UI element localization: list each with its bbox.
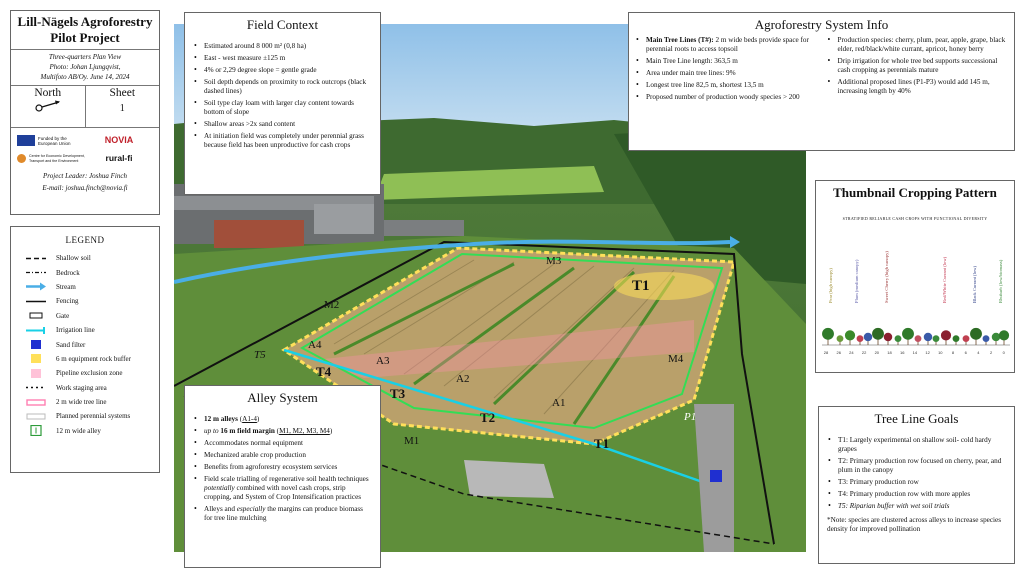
legend-pink-outline-icon — [25, 397, 47, 408]
info-item — [635, 69, 817, 78]
legend-blue-arrow-icon — [25, 281, 47, 292]
plant-crown — [872, 328, 884, 340]
agroforestry-info-title: Agroforestry System Info — [754, 17, 889, 32]
bullet-item: • Production species: cherry, plum, pear, apple, grape, black elder, red/black/white currant, apricot, honey berry — [827, 36, 1009, 54]
info-item-text: 2 m wide beds provide space for perennial roots to access topsoil — [646, 36, 809, 53]
project-title — [11, 11, 159, 50]
north-label: North — [34, 87, 62, 99]
legend-grey-outline-icon — [25, 411, 47, 422]
sheet-cell — [86, 86, 160, 127]
tick-label: 22 — [861, 350, 867, 355]
logo-area — [11, 128, 159, 168]
plant-crown — [845, 330, 855, 340]
legend-panel — [10, 226, 160, 473]
legend-item — [11, 309, 159, 323]
photo-date: Multifoto AB/Oy. June 14, 2024 — [40, 73, 130, 81]
label-t1-lower: T1 — [594, 436, 610, 451]
label-t3: T3 — [390, 386, 406, 401]
legend-title: LEGEND — [65, 235, 105, 245]
legend-item-label: Planned perennial systems — [56, 412, 131, 421]
label-a2: A2 — [456, 373, 470, 385]
info-item-text: Area under main tree lines: 9% — [646, 68, 736, 77]
ely-logo — [17, 150, 85, 167]
alley-item: • Mechanized arable crop production — [193, 451, 370, 460]
info-item — [635, 57, 817, 66]
tick-label: 24 — [849, 350, 854, 355]
goal-item: • T2: Primary production row focused on cherry, pear, and plum in the canopy — [827, 457, 1004, 475]
legend-item — [11, 424, 159, 438]
plant-crown — [983, 335, 990, 342]
legend-item — [11, 366, 159, 380]
thumbnail-cropping-panel — [815, 180, 1015, 373]
bullet-item: • 4% or 2,29 degree slope = gentle grade — [193, 66, 370, 75]
legend-item-label: Shallow soil — [56, 254, 91, 263]
novia-text: NOVIA — [104, 135, 134, 145]
legend-item — [11, 265, 159, 279]
title-line-1: Lill-Nägels Agroforestry — [17, 14, 153, 29]
alley-item: • 12 m alleys (A1-4) — [193, 415, 370, 424]
legend-item — [11, 409, 159, 423]
species-label: Black Currant (low) — [972, 266, 977, 303]
info-item-text: Main Tree Line length: 363,5 m — [646, 56, 738, 65]
legend-list — [11, 251, 159, 438]
plant-crown — [837, 335, 844, 342]
alley-item: • Benefits from agroforestry ecosystem services — [193, 463, 370, 472]
legend-item-label: Gate — [56, 311, 70, 320]
tick-label: 10 — [938, 350, 943, 355]
cropping-diagram — [816, 221, 1014, 361]
species-label: Red/White Currant (low) — [942, 256, 947, 303]
legend-green-box-icon — [25, 425, 47, 436]
tick-label: 28 — [823, 350, 829, 355]
legend-item — [11, 251, 159, 265]
legend-dashed-line-icon — [25, 253, 47, 264]
view-type: Three-quarters Plan View — [48, 53, 122, 61]
legend-yellow-block-icon — [25, 353, 47, 364]
tick-label: 8 — [951, 350, 955, 355]
ely-mark-icon — [17, 154, 26, 163]
ely-text: Centre for Economic Development, Transport and the Environment — [29, 153, 85, 163]
label-t5: T5 — [254, 349, 266, 361]
legend-item — [11, 352, 159, 366]
info-item — [635, 93, 817, 102]
plant-crown — [915, 335, 922, 342]
species-label: Rhubarb (low/biomass) — [998, 259, 1003, 303]
legend-cyan-line-icon — [25, 325, 47, 336]
alley-item: • Alleys and especially the margins can produce biomass for tree line mulching — [193, 505, 370, 523]
legend-solid-line-icon — [25, 296, 47, 307]
plant-crown — [895, 335, 902, 342]
agroforestry-info-panel — [628, 12, 1015, 151]
plant-crown — [992, 333, 1001, 342]
species-label: Plum (medium canopy) — [854, 259, 859, 303]
legend-blue-square-icon — [25, 339, 47, 350]
photo-credit: Photo: Johan Ljungqvist, — [49, 63, 121, 71]
legend-item-label: Stream — [56, 282, 76, 291]
info-item-text: Longest tree line 82,5 m, shortest 13,5 m — [646, 81, 764, 90]
plant-crown — [884, 333, 893, 342]
agroforestry-info-left — [635, 36, 827, 105]
legend-item-label: Pipeline exclusion zone — [56, 369, 123, 378]
bullet-item: • Drip irrigation for whole tree bed supports successional cash cropping as perennials mature — [827, 57, 1009, 75]
project-leader: Project Leader: Joshua Finch — [43, 172, 127, 180]
rural-logo — [85, 150, 153, 167]
tick-label: 26 — [836, 350, 841, 355]
north-arrow-icon — [33, 99, 63, 113]
legend-item — [11, 381, 159, 395]
info-item-text: Proposed number of production woody species > 200 — [646, 93, 800, 102]
eu-logo — [17, 132, 85, 149]
plant-crown — [933, 335, 940, 342]
tick-label: 6 — [964, 350, 967, 355]
bullet-item: • Additional proposed lines (P1-P3) would add 145 m, increasing length by 40% — [827, 78, 1009, 96]
title-line-2: Pilot Project — [50, 30, 120, 45]
tick-label: 14 — [912, 350, 918, 355]
legend-item-label: 12 m wide alley — [56, 426, 101, 435]
project-info — [11, 168, 159, 194]
info-item — [635, 81, 817, 90]
bullet-item: • At initiation field was completely under perennial grass because field has been unproductive for cash crops — [193, 132, 370, 150]
t1-rock-buffer — [614, 272, 714, 300]
thumbnail-title: Thumbnail Cropping Pattern — [833, 185, 997, 200]
label-t2: T2 — [480, 410, 496, 425]
species-label: Sweet Cherry (high canopy) — [884, 251, 889, 303]
legend-item-label: 6 m equipment rock buffer — [56, 354, 131, 363]
label-m4: M4 — [668, 353, 684, 365]
alley-system-panel — [184, 385, 381, 568]
bullet-item: • Estimated around 8 000 m² (0,8 ha) — [193, 42, 370, 51]
label-a4: A4 — [308, 339, 322, 351]
tick-label: 20 — [874, 350, 880, 355]
gravel-staging-area — [464, 460, 554, 498]
tree-line-goals-list — [819, 430, 1014, 511]
sheet-label: Sheet — [109, 87, 136, 99]
legend-item-label: Irrigation line — [56, 326, 95, 335]
field-context-list — [185, 36, 380, 150]
label-a1: A1 — [552, 397, 566, 409]
legend-item — [11, 323, 159, 337]
title-block — [10, 10, 160, 215]
tick-label: 12 — [925, 350, 930, 355]
plant-crown — [999, 330, 1009, 340]
plant-crown — [963, 335, 970, 342]
alley-system-list — [185, 409, 380, 523]
bullet-item: • East - west measure ±125 m — [193, 54, 370, 63]
tree-line-goals-panel — [818, 406, 1015, 564]
goal-item: • T4: Primary production row with more apples — [827, 490, 1004, 499]
label-m3: M3 — [546, 255, 562, 267]
plant-crown — [864, 333, 873, 342]
thumbnail-subtitle: STRATIFIED RELIABLE CASH CROPS WITH FUNCTIONAL DIVERSITY — [842, 216, 988, 221]
plant-crown — [857, 335, 864, 342]
sand-filter — [710, 470, 722, 482]
photo-meta — [11, 50, 159, 86]
project-email: E-mail: joshua.finch@novia.fi — [42, 184, 128, 192]
tick-label: 4 — [977, 350, 980, 355]
legend-item-label: Work staging area — [56, 383, 107, 392]
eu-funded-text: Funded by the European Union — [38, 135, 71, 146]
plant-crown — [953, 335, 960, 342]
alley-item: • Field scale trialling of regenerative soil health techniques potentially combined with novel cash crops, strip cropping, and System of Crop Intensification practices — [193, 475, 370, 501]
goal-item: • T1: Largely experimental on shallow soil- cold hardy grapes — [827, 436, 1004, 454]
alley-item: • up to 16 m field margin (M1, M2, M3, M4) — [193, 427, 370, 436]
species-label: Pear (high canopy) — [828, 268, 833, 303]
info-item-bold: Main Tree Lines (T#): — [646, 36, 714, 44]
tick-label: 0 — [1002, 350, 1005, 355]
info-item — [635, 36, 817, 54]
agroforestry-info-right — [827, 36, 1009, 105]
agroforestry-info-columns — [629, 36, 1014, 105]
label-a3: A3 — [376, 355, 390, 367]
plant-crown — [970, 328, 982, 340]
goal-item: • T3: Primary production row — [827, 478, 1004, 487]
field-context-panel — [184, 12, 381, 195]
legend-item — [11, 337, 159, 351]
legend-item — [11, 280, 159, 294]
tick-label: 2 — [989, 350, 993, 355]
rural-text: rural-fi — [105, 153, 133, 163]
alley-item: • Accommodates normal equipment — [193, 439, 370, 448]
label-t1: T1 — [632, 278, 650, 294]
legend-item-label: Sand filter — [56, 340, 86, 349]
north-sheet-row — [11, 86, 159, 128]
eu-flag-icon — [17, 135, 35, 146]
label-p1: P1 — [684, 411, 697, 423]
label-m1: M1 — [404, 435, 420, 447]
sheet-number: 1 — [119, 103, 125, 114]
legend-dash-dot-line-icon — [25, 267, 47, 278]
legend-item-label: 2 m wide tree line — [56, 398, 107, 407]
label-t4: T4 — [316, 364, 332, 379]
bullet-item: • Soil depth depends on proximity to rock outcrops (black dashed lines) — [193, 78, 370, 96]
alley-system-title: Alley System — [247, 390, 318, 405]
plant-crown — [902, 328, 914, 340]
tick-label: 18 — [887, 350, 892, 355]
bullet-item: • Soil type clay loam with larger clay content towards bottom of slope — [193, 99, 370, 117]
tree-line-goals-title: Tree Line Goals — [874, 411, 959, 426]
tick-label: 16 — [899, 350, 905, 355]
legend-item-label: Bedrock — [56, 268, 80, 277]
goals-note: *Note: species are clustered across alleys to increase species density for improved pollination — [827, 516, 1002, 533]
north-cell — [11, 86, 86, 127]
legend-dotted-line-icon — [25, 382, 47, 393]
legend-item — [11, 294, 159, 308]
novia-logo — [85, 132, 153, 149]
bullet-item: • Shallow areas >2x sand content — [193, 120, 370, 129]
plant-crown — [822, 328, 834, 340]
legend-item — [11, 395, 159, 409]
legend-gate-rect-icon — [25, 310, 47, 321]
plant-crown — [924, 333, 933, 342]
plant-crown — [941, 330, 951, 340]
legend-pink-block-icon — [25, 368, 47, 379]
goal-item: • T5: Riparian buffer with wet soil trials — [827, 502, 1004, 511]
label-m2: M2 — [324, 299, 340, 311]
legend-item-label: Fencing — [56, 297, 79, 306]
field-context-title: Field Context — [246, 17, 319, 32]
